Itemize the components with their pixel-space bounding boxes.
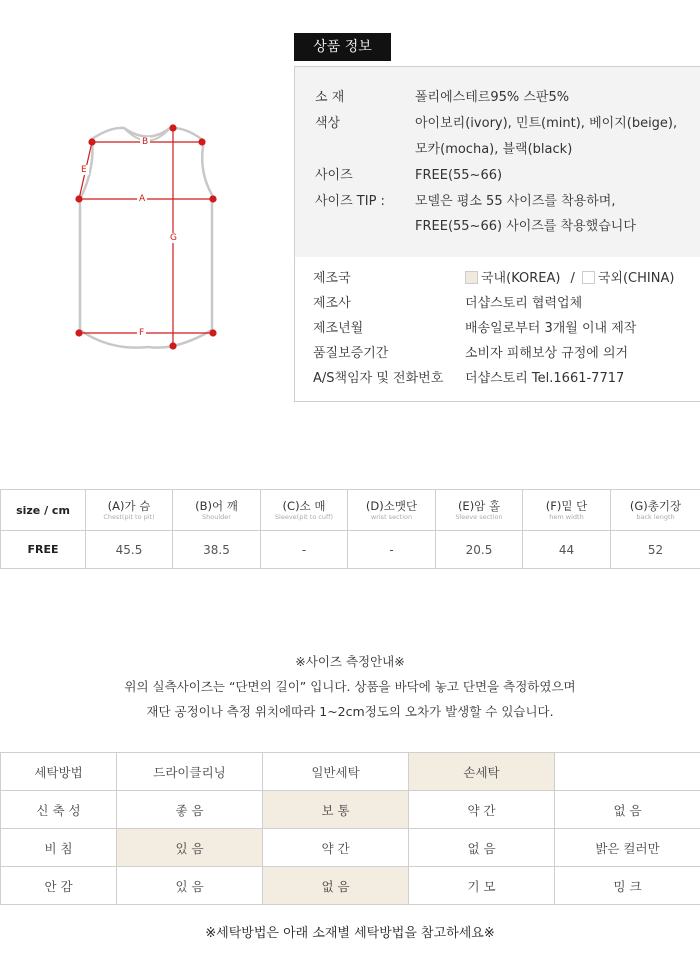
- care-row-stretch: [1, 791, 700, 829]
- spec-value-cont: FREE(55~66) 사이즈를 착용했습니다: [415, 219, 636, 234]
- country-foreign: 국외(CHINA): [597, 271, 675, 286]
- size-cell: -: [261, 531, 348, 569]
- spec-label: 색상: [315, 116, 341, 131]
- make-value: 더샵스토리 Tel.1661-7717: [465, 371, 625, 386]
- checkbox-foreign-icon: [582, 271, 595, 284]
- product-info-title: 상품 정보: [294, 33, 391, 61]
- care-row-label: 비 침: [1, 829, 117, 867]
- spec-label: 사이즈: [315, 168, 353, 183]
- spec-value-cont: 모카(mocha), 블랙(black): [415, 142, 573, 157]
- size-col-armhole: (E)암 홀 Sleeve section: [436, 490, 523, 531]
- size-cell: 45.5: [86, 531, 173, 569]
- size-row-label: FREE: [1, 531, 86, 569]
- care-row-label: 안 감: [1, 867, 117, 905]
- spec-value: FREE(55~66): [415, 168, 503, 183]
- care-option-selected: 없 음: [263, 867, 409, 905]
- care-option: [555, 753, 700, 791]
- care-option: 드라이클리닝: [117, 753, 263, 791]
- size-cell: 52: [611, 531, 700, 569]
- make-label: A/S책임자 및 전화번호: [313, 371, 444, 386]
- care-option: 약 간: [409, 791, 555, 829]
- spec-label: 사이즈 TIP :: [315, 194, 385, 209]
- footer-note: ※세탁방법은 아래 소재별 세탁방법을 참고하세요※: [205, 926, 495, 941]
- care-row-label: 세탁방법: [1, 753, 117, 791]
- size-col-wrist: (D)소맷단 wrist section: [348, 490, 436, 531]
- care-option: 기 모: [409, 867, 555, 905]
- size-table: [0, 489, 700, 569]
- product-info-box: [294, 66, 700, 402]
- dimension-label-g: G: [170, 233, 177, 243]
- spec-value: 폴리에스테르95% 스판5%: [415, 90, 570, 105]
- spec-label: 소 재: [315, 90, 345, 105]
- care-row-sheer: [1, 829, 700, 867]
- country-domestic: 국내(KOREA): [481, 271, 561, 286]
- care-option-selected: 손세탁: [409, 753, 555, 791]
- care-option: 없 음: [409, 829, 555, 867]
- make-label: 제조사: [313, 296, 351, 311]
- care-option: 밝은 컬러만: [555, 829, 700, 867]
- care-option: 있 음: [117, 867, 263, 905]
- dimension-label-b: B: [142, 137, 149, 147]
- care-option: 약 간: [263, 829, 409, 867]
- sleeveless-top-outline: [60, 115, 240, 355]
- size-table-row: [1, 531, 700, 569]
- care-option-selected: 있 음: [117, 829, 263, 867]
- size-table-header-row: [1, 490, 700, 531]
- make-label: 품질보증기간: [313, 346, 389, 361]
- care-option: 좋 음: [117, 791, 263, 829]
- make-value: 더샵스토리 협력업체: [465, 296, 583, 311]
- size-col-hem: (F)밑 단 hem width: [523, 490, 611, 531]
- care-table: [0, 752, 700, 905]
- size-col-chest: (A)가 슴 Chest(pit to pit): [86, 490, 173, 531]
- checkbox-domestic-icon: [465, 271, 478, 284]
- size-cell: 20.5: [436, 531, 523, 569]
- spec-value: 모델은 평소 55 사이즈를 착용하며,: [415, 194, 616, 209]
- country-separator: /: [570, 271, 575, 286]
- care-row-label: 신 축 성: [1, 791, 117, 829]
- size-cell: -: [348, 531, 436, 569]
- care-option: 없 음: [555, 791, 700, 829]
- care-row-washing: [1, 753, 700, 791]
- garment-size-diagram: [60, 115, 240, 355]
- make-value-country: [465, 267, 700, 291]
- size-cell: 44: [523, 531, 611, 569]
- size-col-sleeve: (C)소 매 Sleeve(pit to cuff): [261, 490, 348, 531]
- measure-notice-line2: 재단 공정이나 측정 위치에따라 1~2cm정도의 오차가 발생할 수 있습니다.: [146, 704, 554, 719]
- spec-area: [295, 67, 700, 257]
- make-value: 소비자 피해보상 규정에 의거: [465, 346, 629, 361]
- spec-value: 아이보리(ivory), 민트(mint), 베이지(beige),: [415, 116, 678, 131]
- make-label: 제조국: [313, 271, 351, 286]
- dimension-label-e: E: [81, 165, 87, 175]
- dimension-label-f: F: [139, 328, 145, 338]
- size-table-corner: size / cm: [1, 490, 86, 531]
- care-option-selected: 보 통: [263, 791, 409, 829]
- make-value: 배송일로부터 3개월 이내 제작: [465, 321, 637, 336]
- dimension-label-a: A: [139, 194, 146, 204]
- make-label: 제조년월: [313, 321, 364, 336]
- measure-notice-title: ※사이즈 측정안내※: [295, 654, 405, 669]
- care-option: 밍 크: [555, 867, 700, 905]
- size-col-shoulder: (B)어 깨 Shoulder: [173, 490, 261, 531]
- care-row-lining: [1, 867, 700, 905]
- size-col-length: (G)총기장 back length: [611, 490, 700, 531]
- size-cell: 38.5: [173, 531, 261, 569]
- care-option: 일반세탁: [263, 753, 409, 791]
- measure-notice-line1: 위의 실측사이즈는 “단면의 길이” 입니다. 상품을 바닥에 놓고 단면을 측정하였으며: [124, 679, 576, 694]
